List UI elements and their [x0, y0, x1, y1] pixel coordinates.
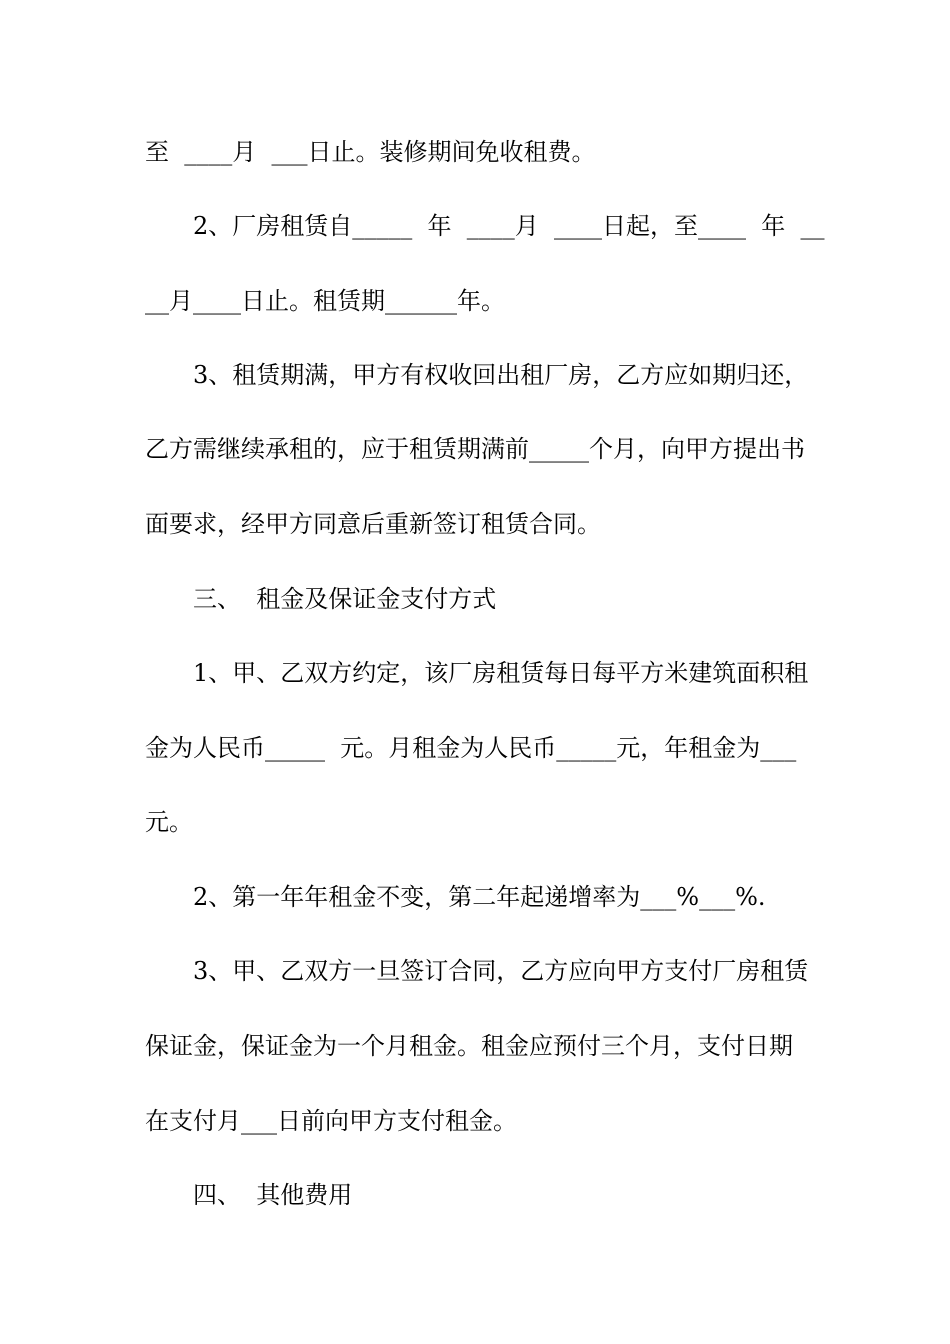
text-line: 元。 — [145, 808, 193, 836]
section-heading: 四、 其他费用 — [193, 1181, 353, 1209]
text-line: 保证金，保证金为一个月租金。租金应预付三个月，支付日期 — [145, 1032, 793, 1060]
text-line: 在支付月___日前向甲方支付租金。 — [145, 1107, 517, 1135]
text-line: 至 ____月 ___日止。装修期间免收租费。 — [145, 138, 596, 166]
text-line: 金为人民币_____ 元。月租金为人民币_____元，年租金为___ — [145, 734, 797, 762]
text-line: 3、甲、乙双方一旦签订合同，乙方应向甲方支付厂房租赁 — [193, 957, 809, 985]
text-line: 3、租赁期满，甲方有权收回出租厂房，乙方应如期归还， — [193, 361, 809, 389]
section-heading: 三、 租金及保证金支付方式 — [193, 585, 497, 613]
text-line: 1、甲、乙双方约定，该厂房租赁每日每平方米建筑面积租 — [193, 659, 809, 687]
text-line: 乙方需继续承租的，应于租赁期满前_____个月，向甲方提出书 — [145, 435, 805, 463]
text-line: 2、厂房租赁自_____ 年 ____月 ____日起，至____ 年 __ — [193, 212, 825, 240]
text-line: __月____日止。租赁期______年。 — [145, 287, 505, 315]
text-line: 2、第一年年租金不变，第二年起递增率为___%___%. — [193, 883, 766, 911]
text-line: 面要求，经甲方同意后重新签订租赁合同。 — [145, 510, 601, 538]
